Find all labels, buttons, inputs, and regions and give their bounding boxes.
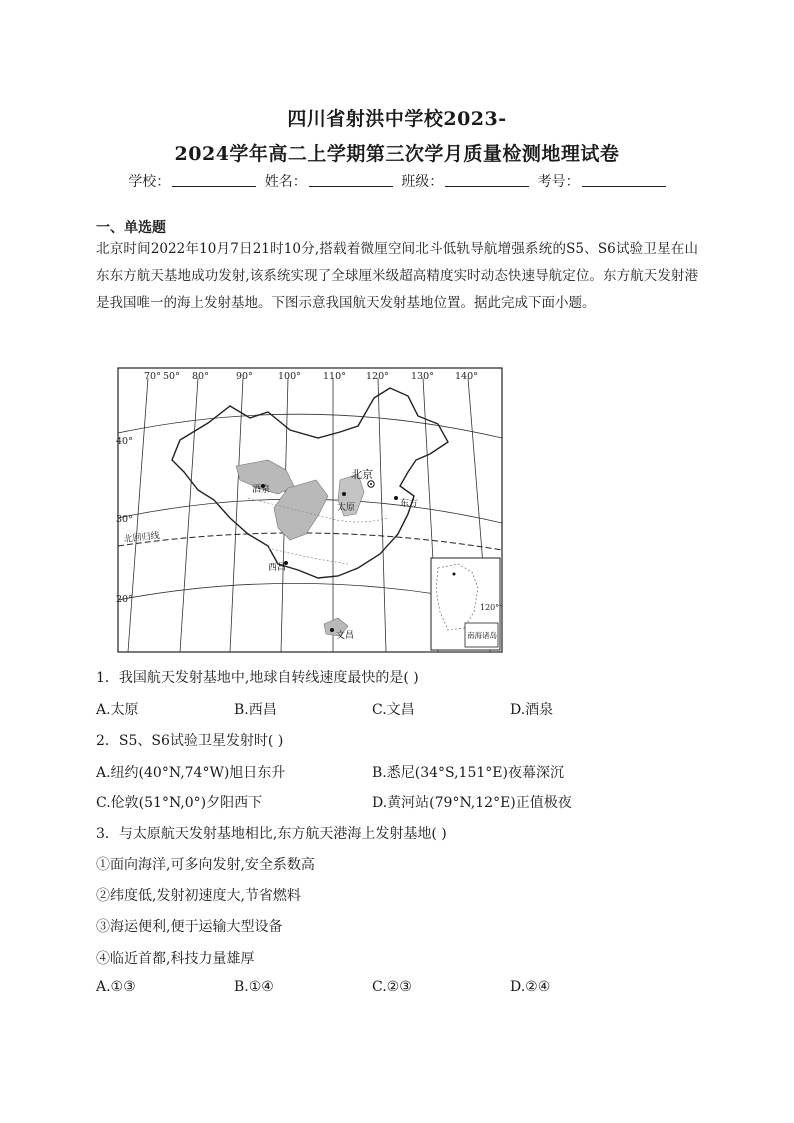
tropic-label: 北回归线	[123, 531, 161, 545]
q1-option-a[interactable]: A.太原	[96, 702, 139, 718]
q1-option-d[interactable]: D.酒泉	[510, 702, 554, 718]
lon-130: 130°	[411, 371, 434, 382]
lon-80: 80°	[192, 371, 209, 382]
place-beijing: 北京	[351, 468, 373, 481]
south-china-sea-inset	[431, 558, 500, 650]
lon-90: 90°	[236, 371, 253, 382]
q1-option-b[interactable]: B.西昌	[234, 702, 277, 718]
q3-statement-3: ③海运便利,便于运输大型设备	[96, 919, 283, 935]
q3-option-c[interactable]: C.②③	[372, 979, 412, 995]
question-2: 2．S5、S6试验卫星发射时( )	[96, 733, 284, 749]
lon-100: 100°	[278, 371, 301, 382]
inset-label: 南海诸岛	[467, 631, 497, 640]
class-field[interactable]: 班级：	[401, 171, 529, 191]
lon-50: 50°	[163, 371, 180, 382]
title-line-2: 2024学年高二上学期第三次学月质量检测地理试卷	[174, 143, 620, 165]
question-3: 3．与太原航天发射基地相比,东方航天港海上发射基地( )	[96, 826, 447, 842]
q2-option-b[interactable]: B.悉尼(34°S,151°E)夜幕深沉	[372, 765, 564, 781]
question-1: 1．我国航天发射基地中,地球自转线速度最快的是( )	[96, 670, 419, 686]
q2-option-a[interactable]: A.纽约(40°N,74°W)旭日东升	[96, 765, 286, 781]
exam-number-field[interactable]: 考号：	[538, 171, 666, 191]
lat-40: 40°	[116, 436, 133, 447]
q2-option-d[interactable]: D.黄河站(79°N,12°E)正值极夜	[372, 795, 572, 811]
q3-option-b[interactable]: B.①④	[234, 979, 274, 995]
student-info	[0, 171, 794, 191]
q3-statement-4: ④临近首都,科技力量雄厚	[96, 951, 255, 967]
q3-option-d[interactable]: D.②④	[510, 979, 551, 995]
lat-30: 30°	[116, 514, 133, 525]
school-field[interactable]: 学校：	[128, 171, 256, 191]
lon-70: 70°	[144, 371, 161, 382]
intro-passage: 北京时间2022年10月7日21时10分,搭载着微厘空间北斗低轨导航增强系统的S5、S6试验卫星在山东东方航天基地成功发射,该系统实现了全球厘米级超高精度实时动态快速导航定位。东方航天发射港是我国唯一的海上发射基地。下图示意我国航天发射基地位置。据此完成下面小题。	[96, 241, 698, 311]
q3-statement-2: ②纬度低,发射初速度大,节省燃料	[96, 888, 301, 904]
lon-110: 110°	[323, 371, 346, 382]
inset-lon: 120°	[480, 603, 500, 612]
name-field[interactable]: 姓名：	[265, 171, 393, 191]
title-line-1: 四川省射洪中学校2023-	[287, 108, 507, 130]
place-jiuquan: 酒泉	[252, 485, 271, 495]
q1-option-c[interactable]: C.文昌	[372, 702, 415, 718]
place-xichang: 西昌	[268, 563, 287, 573]
q3-option-a[interactable]: A.①③	[96, 979, 136, 995]
lon-120: 120°	[366, 371, 389, 382]
place-dongfang: 东方	[400, 499, 419, 509]
lon-140: 140°	[455, 371, 478, 382]
q2-option-c[interactable]: C.伦敦(51°N,0°)夕阳西下	[96, 795, 263, 811]
china-launch-sites-map	[118, 368, 502, 652]
lat-20: 20°	[116, 594, 133, 605]
place-taiyuan: 太原	[337, 503, 356, 513]
q3-statement-1: ①面向海洋,可多向发射,安全系数高	[96, 857, 315, 873]
place-wenchang: 文昌	[336, 631, 355, 641]
section-heading: 一、单选题	[96, 220, 166, 236]
